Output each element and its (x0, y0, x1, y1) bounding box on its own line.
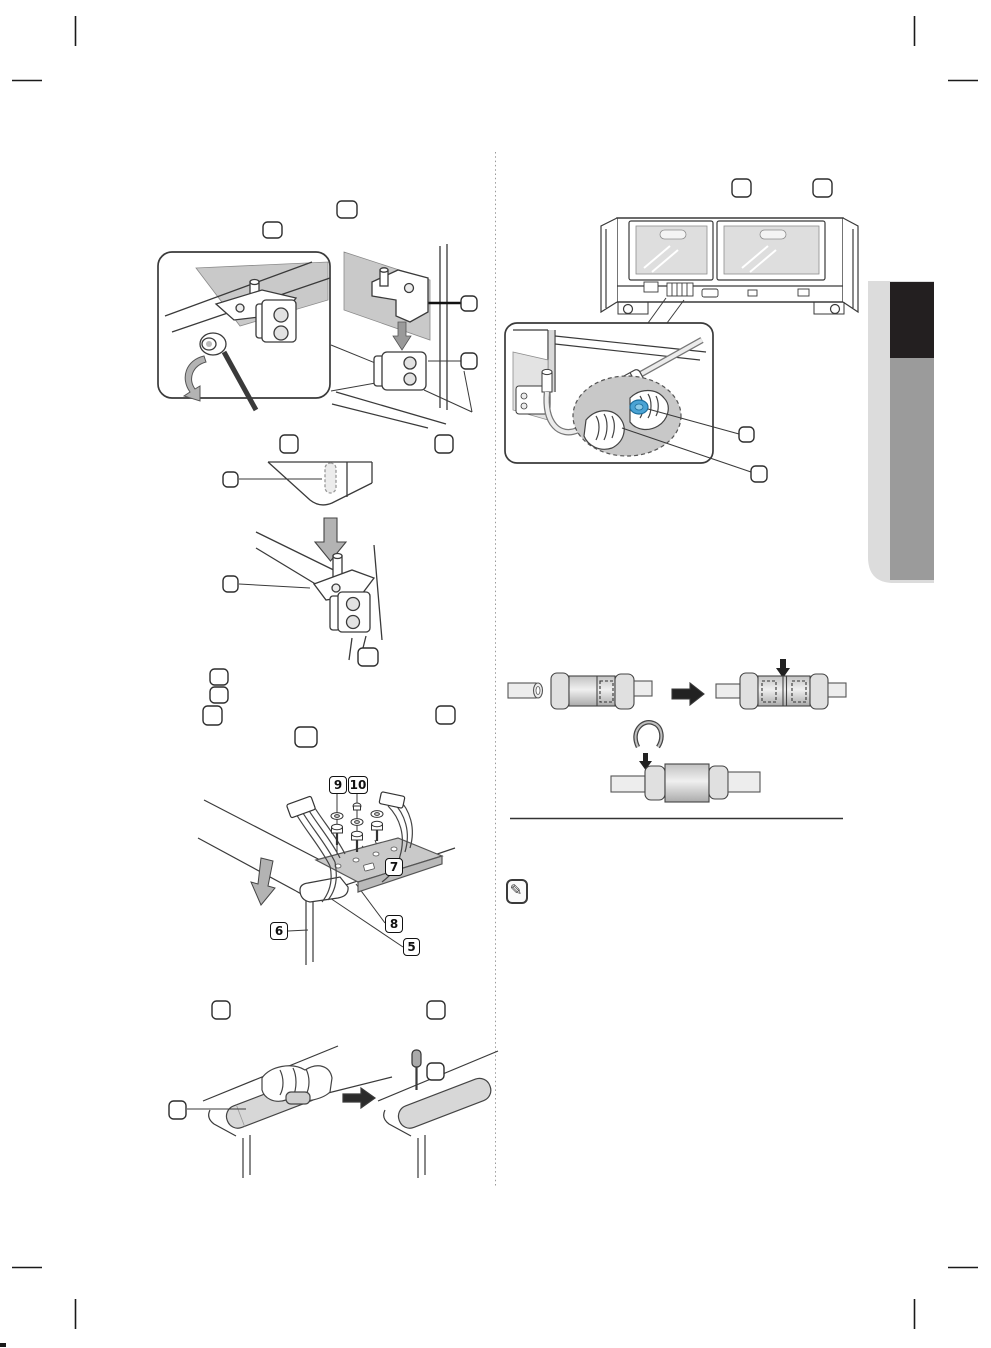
empty-label-box (295, 727, 317, 747)
empty-label-box (263, 222, 282, 238)
lower-hinge-installation-diagram (158, 244, 472, 428)
empty-label-box (436, 706, 455, 724)
down-arrow-icon (251, 858, 275, 905)
coupler-after (716, 659, 846, 709)
hinge-cover-installed (395, 1075, 494, 1131)
callout-5-label: 5 (407, 940, 416, 954)
callout-6 (270, 922, 288, 940)
tube-coupler-diagram (508, 659, 846, 819)
door-adapter (374, 352, 426, 390)
empty-label-box (732, 179, 751, 197)
empty-label-box (461, 296, 477, 311)
clip-and-coupler (611, 722, 760, 802)
empty-label-box (203, 706, 222, 725)
fridge-bottom (601, 218, 858, 314)
fridge-corner-panel (332, 244, 447, 428)
door-adapter-installation-diagram (239, 462, 382, 660)
empty-label-box (813, 179, 832, 197)
empty-label-box (751, 466, 767, 482)
empty-label-box (223, 576, 238, 592)
callout-8 (385, 915, 403, 933)
callout-5 (403, 938, 420, 956)
hand (262, 1066, 332, 1104)
door-bottom (268, 462, 372, 505)
adapter-hole-slot (325, 463, 336, 493)
hinge-cover-installation-diagram (187, 1046, 498, 1178)
pencil-note-icon (506, 879, 528, 904)
water-coupler-under-fridge (667, 283, 693, 296)
empty-label-box (210, 687, 228, 703)
empty-label-box (280, 435, 298, 453)
callout-6-label: 6 (274, 924, 284, 938)
empty-label-box (223, 472, 238, 487)
callout-8-label: 8 (389, 917, 399, 931)
hand-left (584, 411, 624, 450)
coupler-before (508, 673, 652, 709)
empty-label-box (461, 353, 477, 369)
callout-10 (348, 776, 368, 794)
empty-label-box (435, 435, 453, 453)
callout-7-label: 7 (389, 860, 399, 874)
empty-label-box (427, 1001, 445, 1019)
pencil-note-glyph: ✎ (509, 881, 523, 899)
chapter-tab (868, 281, 934, 583)
water-line-connection-diagram (505, 218, 858, 472)
blue-fitting (630, 400, 648, 414)
callout-10-label: 10 (349, 778, 367, 792)
chapter-tab-inactive (890, 358, 934, 580)
empty-label-box (337, 201, 357, 218)
empty-label-box (212, 1001, 230, 1019)
callout-9-label: 9 (333, 778, 343, 792)
callout-9 (329, 776, 347, 794)
empty-label-box (210, 669, 228, 685)
arrow-right-icon (343, 1088, 375, 1108)
empty-label-box (169, 1101, 186, 1119)
empty-label-box (358, 648, 378, 666)
arrow-right-icon (672, 683, 704, 705)
crop-marks (0, 16, 978, 1347)
empty-label-box (739, 427, 754, 442)
empty-label-box (427, 1063, 444, 1080)
callout-7 (385, 858, 403, 876)
chapter-tab-active (890, 282, 934, 358)
